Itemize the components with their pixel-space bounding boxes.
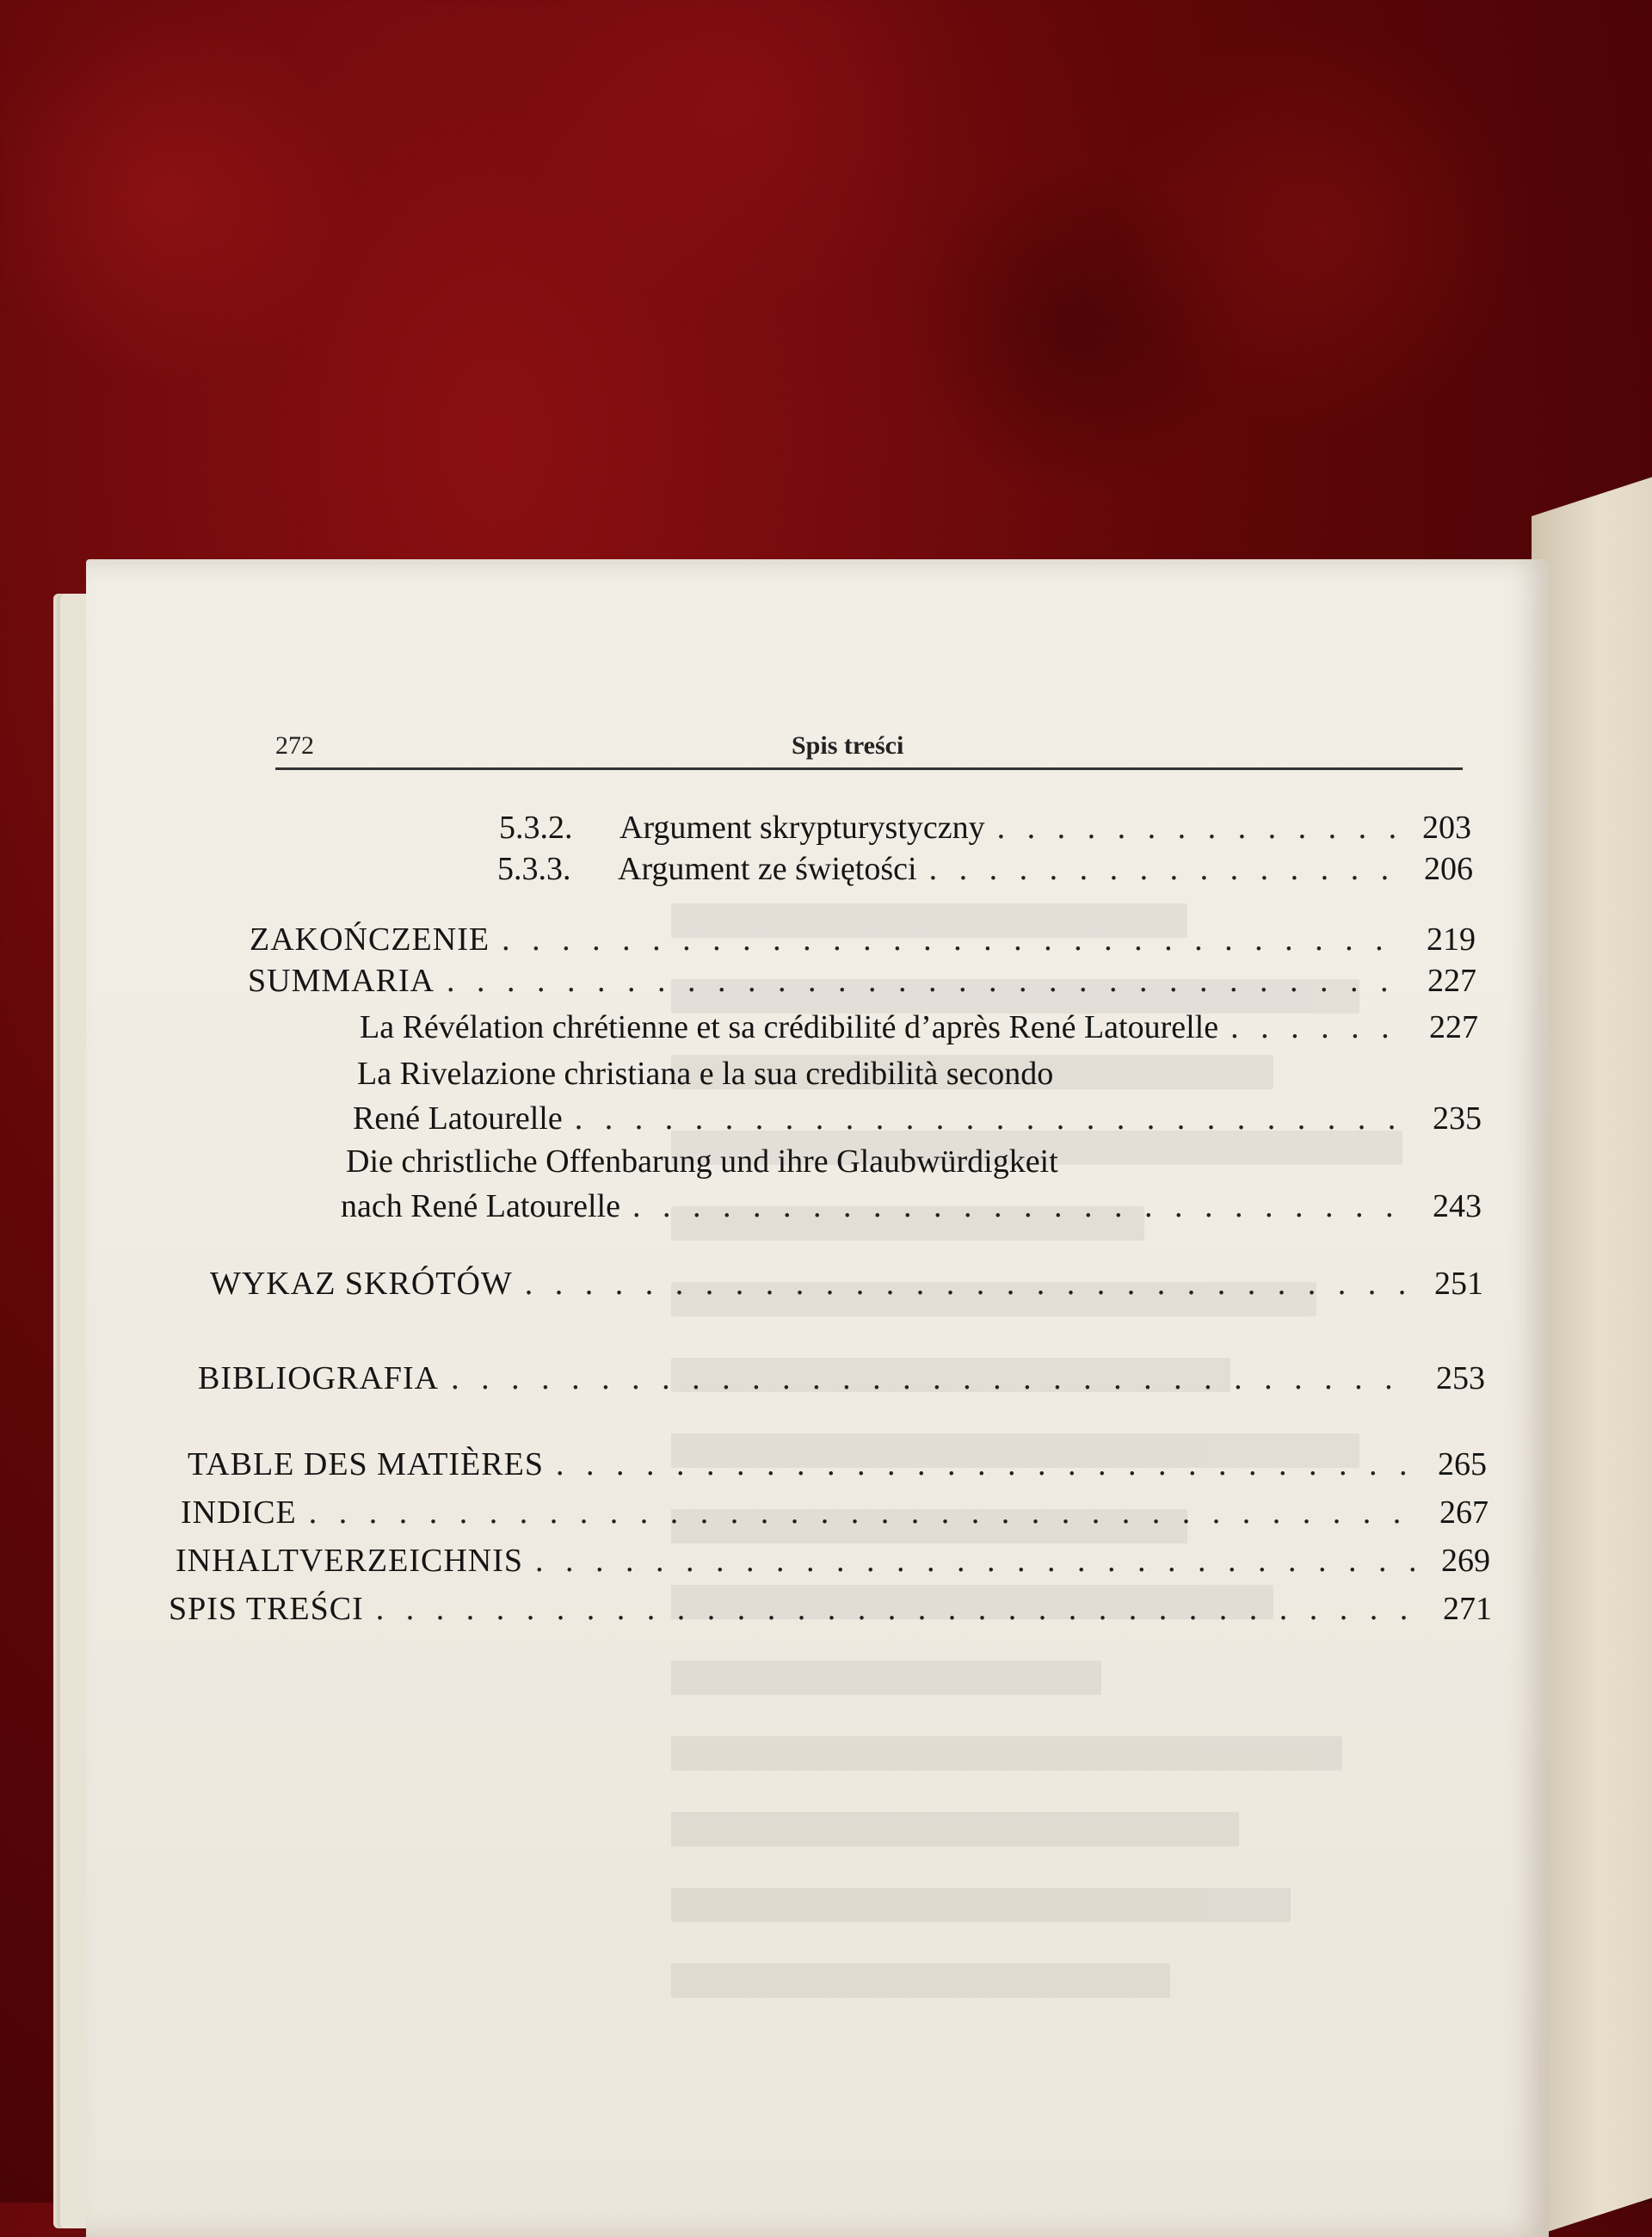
leader-dots	[376, 1590, 1420, 1628]
entry-page: 253	[1436, 1360, 1485, 1396]
leader-dots	[929, 850, 1401, 888]
entry-title: ZAKOŃCZENIE	[250, 921, 490, 958]
entry-title: WYKAZ SKRÓTÓW	[210, 1266, 513, 1302]
leader-dots	[632, 1187, 1409, 1225]
page-number: 272	[275, 731, 314, 760]
entry-title: La Révélation chrétienne et sa crédibilité d’après René Latourelle	[360, 1009, 1219, 1045]
leader-dots	[447, 962, 1404, 1000]
toc-entry	[353, 1100, 1482, 1137]
leader-dots	[535, 1542, 1418, 1580]
entry-title: SPIS TREŚCI	[169, 1591, 364, 1627]
entry-title: INDICE	[181, 1494, 297, 1531]
entry-page: 265	[1438, 1446, 1487, 1482]
leader-dots	[525, 1265, 1411, 1303]
toc-entry	[181, 1494, 1489, 1531]
entry-page: 219	[1427, 921, 1476, 958]
entry-title: Argument skrypturystyczny	[620, 810, 985, 846]
entry-page: 203	[1422, 810, 1471, 846]
toc-entry	[176, 1542, 1490, 1580]
section-number: 5.3.2.	[499, 810, 573, 846]
entry-title: BIBLIOGRAFIA	[198, 1360, 440, 1396]
entry-title: SUMMARIA	[248, 963, 435, 999]
entry-page: 227	[1429, 1009, 1478, 1045]
entry-title: INHALTVERZEICHNIS	[176, 1543, 524, 1579]
leader-dots	[575, 1100, 1409, 1137]
toc-entry	[169, 1590, 1492, 1628]
leader-dots	[451, 1359, 1413, 1397]
entry-title: Argument ze świętości	[618, 851, 917, 887]
entry-page: 243	[1433, 1188, 1482, 1224]
toc-entry	[198, 1359, 1485, 1397]
entry-page: 267	[1439, 1494, 1489, 1531]
entry-title-line1: La Rivelazione christiana e la sua credibilità secondo	[357, 1056, 1054, 1092]
toc-entry	[210, 1265, 1483, 1303]
leader-dots	[309, 1494, 1416, 1531]
entry-page: 271	[1443, 1591, 1492, 1627]
section-number: 5.3.3.	[497, 851, 571, 887]
toc-entry	[497, 850, 1473, 888]
entry-page: 269	[1441, 1543, 1490, 1579]
toc-entry	[250, 921, 1476, 958]
entry-title-line2: nach René Latourelle	[341, 1188, 620, 1224]
toc-entry	[360, 1008, 1478, 1046]
leader-dots	[556, 1445, 1415, 1483]
entry-title-line2: René Latourelle	[353, 1100, 563, 1137]
entry-title: TABLE DES MATIÈRES	[188, 1446, 544, 1482]
leader-dots	[1230, 1008, 1406, 1046]
toc-entry	[499, 809, 1471, 847]
toc-entry	[248, 962, 1476, 1000]
toc-entry	[188, 1445, 1487, 1483]
leader-dots	[502, 921, 1403, 958]
entry-page: 235	[1433, 1100, 1482, 1137]
leader-dots	[997, 809, 1399, 847]
running-title: Spis treści	[792, 731, 904, 760]
entry-page: 227	[1427, 963, 1476, 999]
entry-page: 206	[1424, 851, 1473, 887]
entry-title-line1: Die christliche Offenbarung und ihre Glaubwürdigkeit	[346, 1143, 1058, 1180]
entry-page: 251	[1434, 1266, 1483, 1302]
toc-entry	[341, 1187, 1482, 1225]
